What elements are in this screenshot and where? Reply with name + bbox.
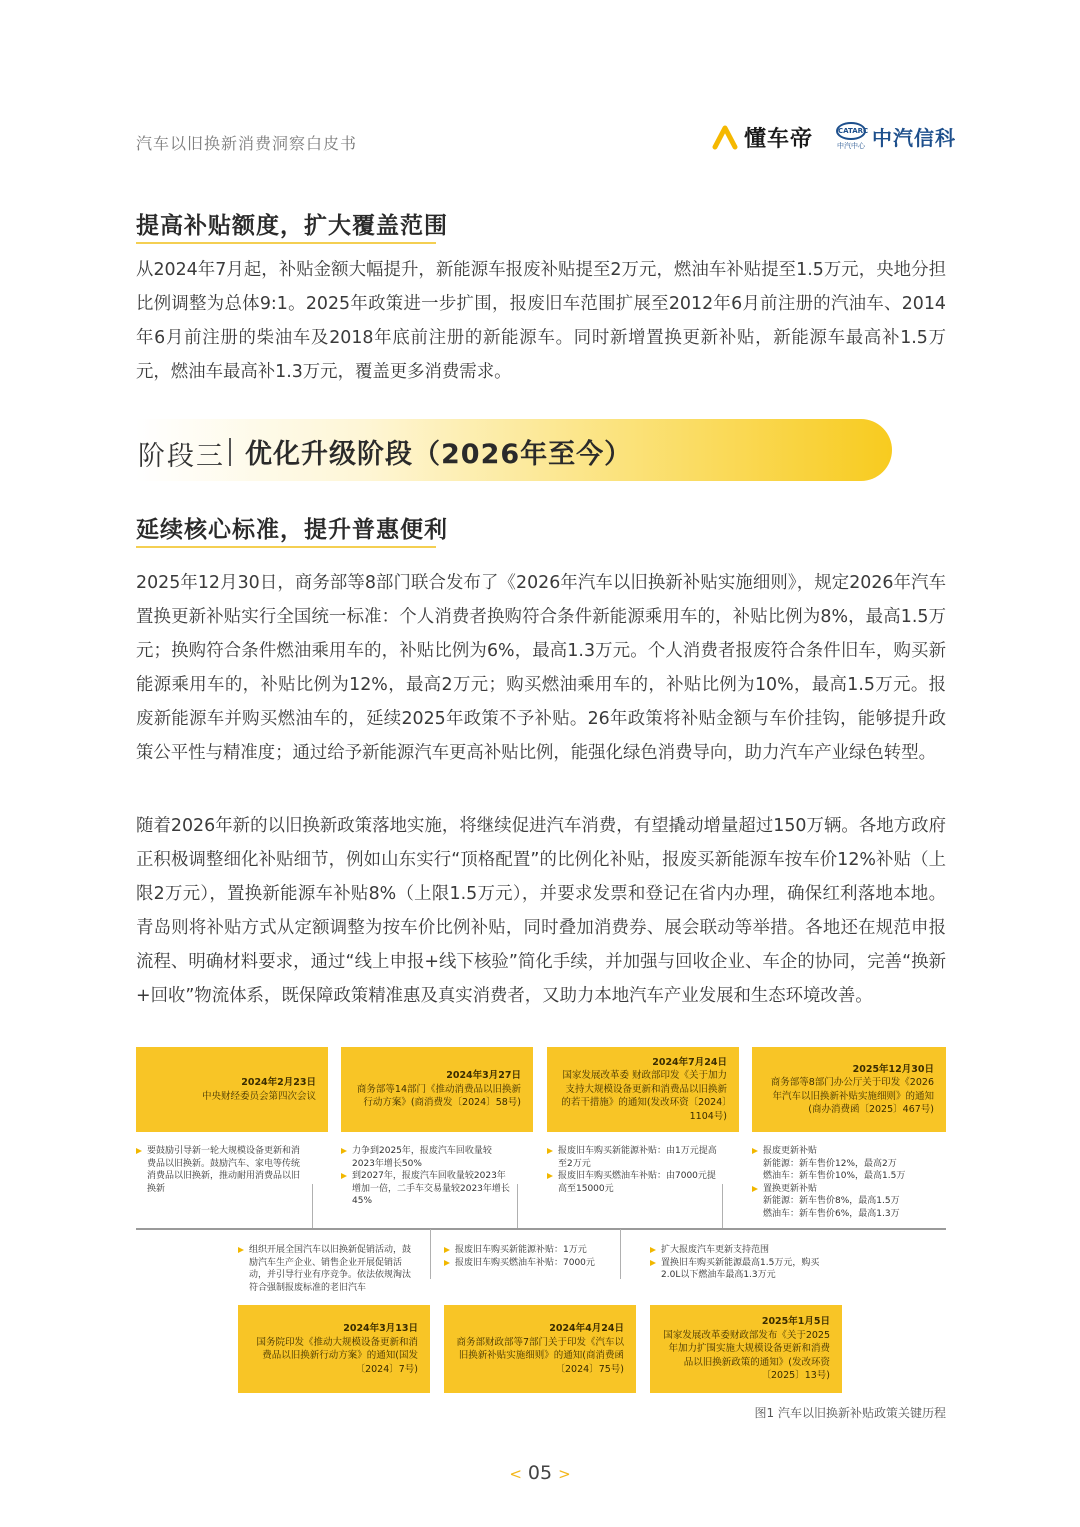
timeline-box: 2024年3月27日 商务部等14部门《推动消费品以旧换新行动方案》(商消费发〔2024〕58号) (341, 1047, 533, 1132)
dongchedi-mark-icon (712, 125, 738, 151)
timeline-note-sub: 新能源：新车售价8%，最高1.5万 (763, 1196, 900, 1206)
timeline-note: 到2027年，报废汽车回收量较2023年增加一倍，二手车交易量较2023年增长45% (341, 1170, 511, 1208)
timeline-tick (722, 1184, 723, 1228)
stage-label: 阶段三 (138, 441, 225, 472)
dongchedi-logo (712, 122, 813, 153)
timeline-notes (136, 1145, 306, 1195)
timeline-box: 2024年7月24日 国家发展改革委 财政部印发《关于加力支持大规模设备更新和消费品以旧换新的若干措施》的通知(发改环资〔2024〕1104号) (547, 1047, 739, 1132)
paragraph-standard: 2025年12月30日，商务部等8部门联合发布了《2026年汽车以旧换新补贴实施细则》，规定2026年汽车置换更新补贴实行全国统一标准：个人消费者换购符合条件新能源乘用车的，补贴比例为8%，最高1.5万元；换购符合条件燃油乘用车的，补贴比例为6%，最高1.3万元。个人消费者报废符合条件旧车，购买新能源乘用车的，补贴比例为12%，最高2万元；购买燃油乘用车的，补贴比例为10%，最高1.5万元。报废新能源车并购买燃油车的，延续2025年政策不予补贴。26年政策将补贴金额与车价挂钩，能够提升政策公平性与精准度；通过给予新能源汽车更高补贴比例，能强化绿色消费导向，助力汽车产业绿色转型。 (136, 573, 946, 763)
timeline-box: 2024年2月23日 中央财经委员会第四次会议 (136, 1047, 328, 1132)
page-number (0, 1462, 1080, 1484)
paragraph-local-policy: 随着2026年新的以旧换新政策落地实施，将继续促进汽车消费，有望撬动增量超过150万辆。各地方政府正积极调整细化补贴细节，例如山东实行“顶格配置”的比例化补贴，报废买新能源车按车价12%补贴（上限2万元），置换新能源车补贴8%（上限1.5万元），并要求发票和登记在省内办理，确保红利落地本地。青岛则将补贴方式从定额调整为按车价比例补贴，同时叠加消费券、展会联动等举措。各地还在规范申报流程、明确材料要求，通过“线上申报+线下核验”简化手续，并加强与回收企业、车企的协同，完善“换新+回收”物流体系，既保障政策精准惠及真实消费者，又助力本地汽车产业发展和生态环境改善。 (136, 816, 946, 1006)
timeline-notes (341, 1145, 511, 1208)
timeline-notes (238, 1244, 416, 1294)
timeline-notes (752, 1145, 932, 1220)
timeline-note: 置换更新补贴 (752, 1183, 932, 1196)
timeline-note: 报废旧车购买新能源补贴：由1万元提高至2万元 (547, 1145, 717, 1170)
timeline-note: 报废旧车购买燃油车补贴：由7000元提高至15000元 (547, 1170, 717, 1195)
timeline-box: 2024年3月13日 国务院印发《推动大规模设备更新和消费品以旧换新行动方案》的通知(国发〔2024〕7号) (238, 1305, 430, 1393)
page-number-value: 05 (527, 1462, 553, 1484)
timeline-note-sub: 燃油车：新车售价6%，最高1.3万 (763, 1208, 900, 1219)
timeline-note: 组织开展全国汽车以旧换新促销活动，鼓励汽车生产企业、销售企业开展促销活动，并引导行业有序竞争。依法依规淘汰符合强制报废标准的老旧汽车 (238, 1244, 416, 1294)
timeline-note: 力争到2025年，报废汽车回收量较2023年增长50% (341, 1145, 511, 1170)
timeline-box: 2025年1月5日 国家发展改革委财政部发布《关于2025年加力扩围实施大规模设备更新和消费品以旧换新政策的通知》(发改环资〔2025〕13号) (650, 1305, 842, 1393)
timeline-note: 置换旧车购买新能源最高1.5万元，购买2.0L以下燃油车最高1.3万元 (650, 1257, 820, 1282)
timeline-tick (517, 1184, 518, 1228)
catarc-logo (836, 122, 956, 151)
document-title: 汽车以旧换新消费洞察白皮书 (136, 134, 358, 153)
section-heading-subsidy: 提高补贴额度，扩大覆盖范围 (136, 213, 448, 239)
chevron-left-icon: < (509, 1465, 522, 1483)
dongchedi-logo-text: 懂车帝 (744, 127, 814, 152)
catarc-emblem-icon: CATARC 中汽中心 (836, 122, 866, 151)
stage-divider (229, 438, 231, 466)
heading-underline (136, 242, 436, 244)
catarc-logo-text: 中汽信科 (872, 126, 956, 150)
stage-name: 优化升级阶段（2026年至今） (245, 439, 633, 470)
timeline-note: 报废更新补贴 (752, 1145, 932, 1158)
timeline-notes (547, 1145, 717, 1195)
timeline-tick (312, 1184, 313, 1228)
timeline-box: 2024年4月24日 商务部财政部等7部门关于印发《汽车以旧换新补贴实施细则》的通知(商消费函〔2024〕75号) (444, 1305, 636, 1393)
timeline-note: 报废旧车购买新能源补贴：1万元 (444, 1244, 614, 1257)
timeline-note-sub: 燃油车：新车售价10%，最高1.5万 (763, 1171, 906, 1181)
timeline-axis (136, 1228, 946, 1230)
timeline-note: 报废旧车购买燃油车补贴：7000元 (444, 1257, 614, 1270)
timeline-tick (430, 1229, 431, 1279)
heading-underline (136, 546, 436, 548)
timeline-notes (650, 1244, 820, 1282)
section-heading-standard: 延续核心标准，提升普惠便利 (136, 517, 448, 543)
timeline-tick (620, 1229, 621, 1279)
chevron-right-icon: > (558, 1465, 571, 1483)
timeline-box: 2025年12月30日 商务部等8部门办公厅关于印发《2026年汽车以旧换新补贴实施细则》的通知(商办消费函〔2025〕467号) (752, 1047, 946, 1132)
timeline-notes (444, 1244, 614, 1269)
figure-caption: 图1 汽车以旧换新补贴政策关键历程 (754, 1406, 946, 1420)
timeline-note-sub: 新能源：新车售价12%，最高2万 (763, 1158, 897, 1169)
timeline-note: 要鼓励引导新一轮大规模设备更新和消费品以旧换新。鼓励汽车、家电等传统消费品以旧换新，推动耐用消费品以旧换新 (136, 1145, 306, 1195)
timeline-note: 扩大报废汽车更新支持范围 (650, 1244, 820, 1257)
paragraph-subsidy: 从2024年7月起，补贴金额大幅提升，新能源车报废补贴提至2万元，燃油车补贴提至1.5万元，央地分担比例调整为总体9:1。2025年政策进一步扩围，报废旧车范围扩展至2012年6月前注册的汽油车、2014年6月前注册的柴油车及2018年底前注册的新能源车。同时新增置换更新补贴，新能源车最高补1.5万元，燃油车最高补1.3万元，覆盖更多消费需求。 (136, 260, 946, 382)
